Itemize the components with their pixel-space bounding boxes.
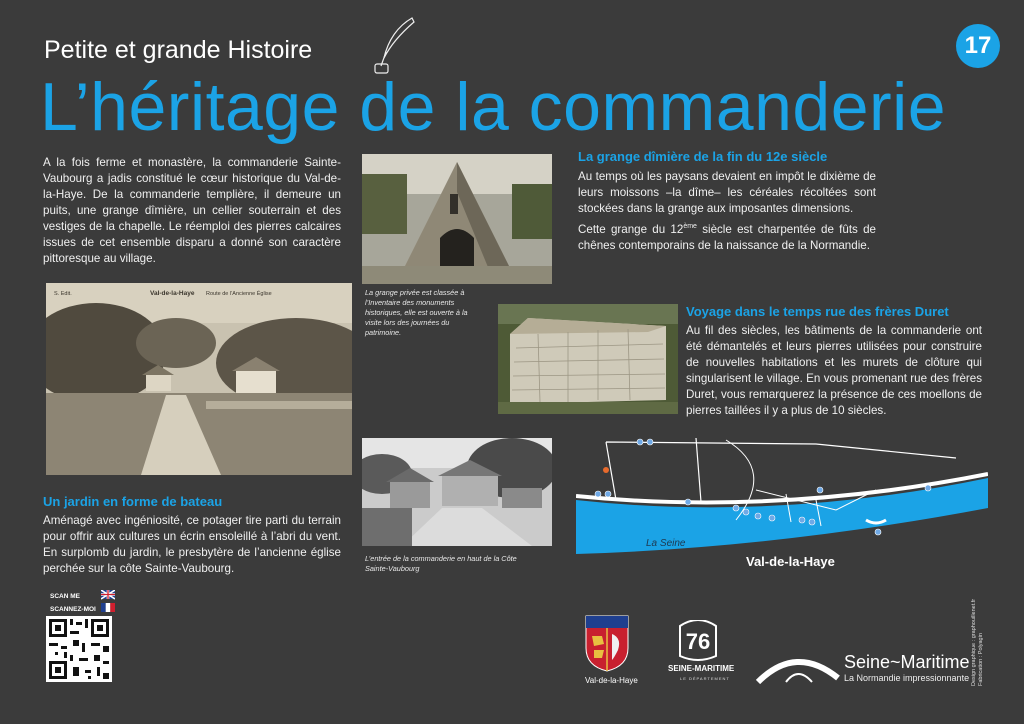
credits: [972, 565, 984, 685]
entrance-photo: [362, 438, 552, 546]
old-postcard-photo: [46, 283, 352, 475]
grange-text-2: Cette grange du 12ème siècle est charpentée de fûts de chênes contemporains de la naissance de la Normandie.: [578, 222, 876, 252]
qr-code[interactable]: [46, 616, 112, 682]
grange-text: Au temps où les paysans devaient en impôt le dixième de leurs moissons –la dîme– les céréales récoltées sont stockées dans la grange aux imposantes dimensions.: [578, 170, 876, 215]
town-label: Val-de-la-Haye: [746, 554, 835, 569]
voyage-text: Au fil des siècles, les bâtiments de la commanderie ont été démantelés et leurs pierres utilisées pour construire de nouvelles habitations et les murets de clôture qui singularisent le village. En vous promenant rue des frères Duret, vous remarquerez la présence de ces moellons de pierres taillées il y a plus de 10 siècles.: [686, 324, 982, 417]
voyage-section-title: Voyage dans le temps rue des frères Duret: [686, 304, 949, 319]
brand-name: Seine~Maritime: [844, 652, 970, 672]
postcard-place-text: Val-de-la-Haye: [150, 290, 195, 297]
entrance-caption: L’entrée de la commanderie en haut de la Côte Sainte-Vaubourg: [365, 554, 517, 573]
dept-subtitle: LE DÉPARTEMENT: [680, 676, 730, 681]
stone-wall-photo: [498, 304, 678, 414]
credits-fabrication: Fabrication : Polyagin: [978, 633, 984, 686]
page-title: L’héritage de la commanderie: [40, 69, 947, 145]
jardin-text: Aménagé avec ingéniosité, ce potager tire parti du terrain pour offrir aux cultures un écrin ensoleillé à l’abri du vent. En surplomb du jardin, le presbytère de l’ancienne église perchée sur la côte Sainte-Vaubourg.: [43, 514, 341, 575]
scan-me-label: SCAN ME: [50, 593, 80, 600]
river-label: La Seine: [646, 538, 686, 549]
departement-76-logo: [676, 620, 720, 662]
grange-caption: La grange privée est classée à l’Inventaire des monuments historiques, elle est ouverte à la visite lors des journées du patrimoine.: [365, 288, 468, 337]
town-logo-label: Val-de-la-Haye: [585, 676, 638, 685]
grange-photo: [362, 154, 552, 284]
postcard-corner-text: S. Edit.: [54, 291, 72, 297]
dept-number: 76: [685, 629, 711, 654]
postcard-route-text: Route de l’Ancienne Église: [206, 291, 272, 297]
dept-name: SEINE-MARITIME: [668, 664, 735, 673]
village-map: [576, 430, 988, 588]
brand-tagline: La Normandie impressionnante: [844, 673, 970, 683]
language-flags-icon: [101, 590, 115, 612]
town-coat-of-arms-icon: [584, 614, 630, 672]
jardin-section-title: Un jardin en forme de bateau: [43, 494, 223, 509]
brand-bridge-icon: [756, 648, 840, 684]
credits-design: Design graphique : graphouillenet.fr: [971, 598, 977, 686]
scan-label: [50, 590, 96, 616]
quill-inkwell-icon: [372, 16, 418, 76]
panel-kicker: Petite et grande Histoire: [44, 36, 313, 64]
panel-number-badge: 17: [956, 24, 1000, 68]
scannez-moi-label: SCANNEZ-MOI: [50, 606, 96, 613]
intro-text: A la fois ferme et monastère, la commanderie Sainte-Vaubourg a jadis constitué le cœur historique du Val-de-la-Haye. De la commanderie templière, il demeure un puits, une grange dîmière, un cellier souterrain et des vestiges de la chapelle. Le réemploi des pierres calcaires issues de cet ensemble disparu a donné son caractère pittoresque au village.: [43, 156, 341, 265]
grange-section-title: La grange dîmière de la fin du 12e siècle: [578, 149, 828, 164]
